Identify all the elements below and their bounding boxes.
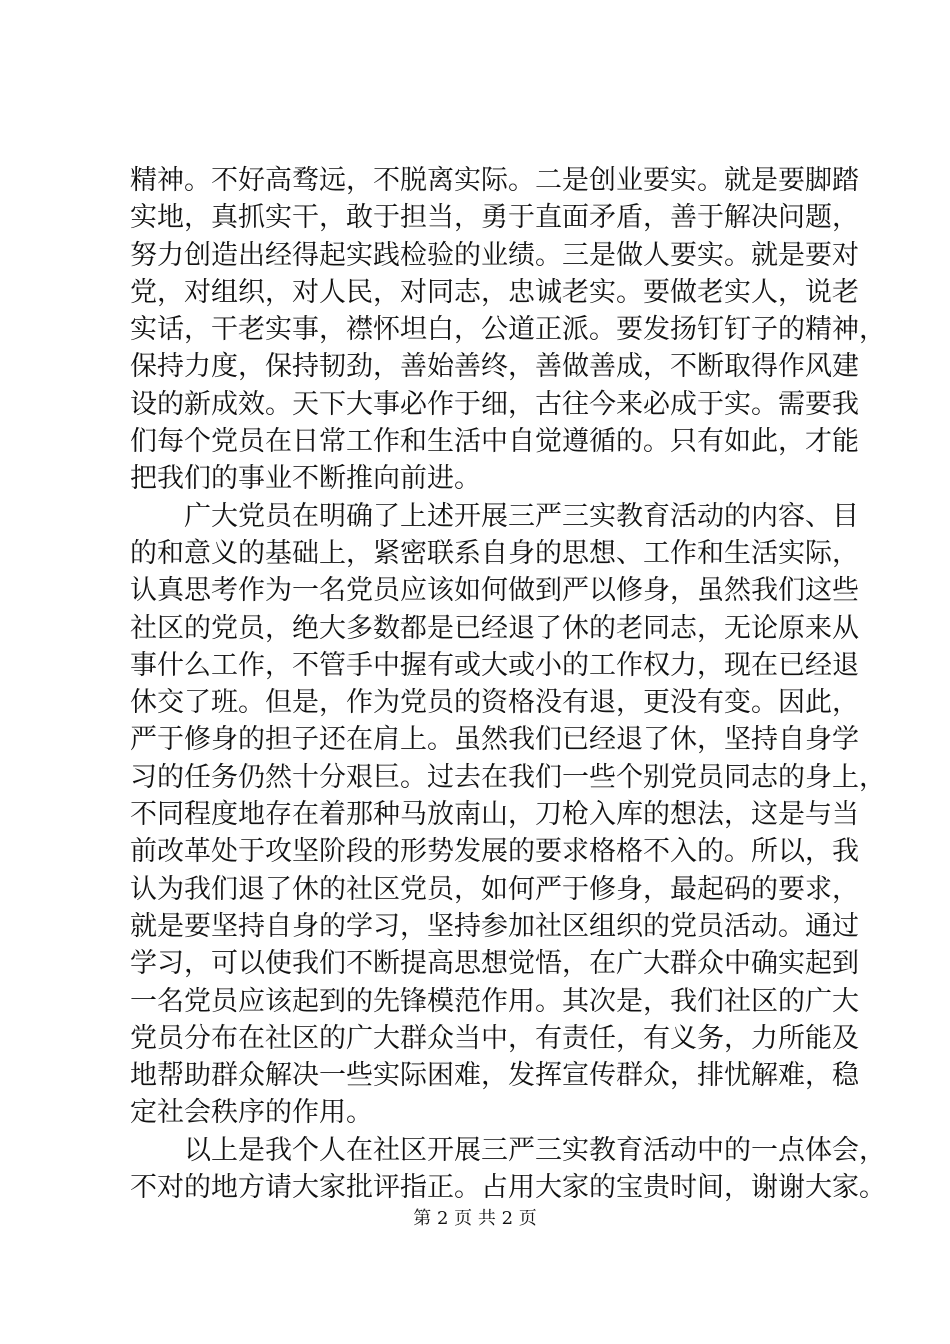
text-line: 设的新成效。天下大事必作于细，古往今来必成于实。需要我 (130, 388, 859, 420)
document-body (130, 162, 886, 1206)
text-line: 党，对组织，对人民，对同志，忠诚老实。要做老实人，说老 (130, 276, 859, 308)
text-line: 学习，可以使我们不断提高思想觉悟，在广大群众中确实起到 (130, 948, 859, 980)
text-line: 认为我们退了休的社区党员，如何严于修身，最起码的要求， (130, 873, 859, 905)
text-line: 把我们的事业不断推向前进。 (130, 463, 481, 495)
text-line: 努力创造出经得起实践检验的业绩。三是做人要实。就是要对 (130, 239, 859, 271)
text-line: 实话，干老实事，襟怀坦白，公道正派。要发扬钉钉子的精神， (130, 314, 886, 346)
text-line: 不同程度地存在着那种马放南山，刀枪入库的想法，这是与当 (130, 799, 859, 831)
text-line: 前改革处于攻坚阶段的形势发展的要求格格不入的。所以，我 (130, 836, 859, 868)
text-line: 们每个党员在日常工作和生活中自觉遵循的。只有如此，才能 (130, 426, 859, 458)
text-line: 以上是我个人在社区开展三严三实教育活动中的一点体会， (184, 1134, 886, 1166)
text-line: 广大党员在明确了上述开展三严三实教育活动的内容、目 (184, 500, 859, 532)
text-line: 事什么工作，不管手中握有或大或小的工作权力，现在已经退 (130, 649, 859, 681)
text-line: 实地，真抓实干，敢于担当，勇于直面矛盾，善于解决问题， (130, 202, 859, 234)
text-line: 不对的地方请大家批评指正。占用大家的宝贵时间，谢谢大家。 (130, 1172, 886, 1204)
text-line: 社区的党员，绝大多数都是已经退了休的老同志，无论原来从 (130, 612, 859, 644)
text-line: 的和意义的基础上，紧密联系自身的思想、工作和生活实际， (130, 537, 859, 569)
text-line: 地帮助群众解决一些实际困难，发挥宣传群众，排忧解难，稳 (130, 1060, 859, 1092)
text-line: 一名党员应该起到的先锋模范作用。其次是，我们社区的广大 (130, 985, 859, 1017)
text-line: 严于修身的担子还在肩上。虽然我们已经退了休，坚持自身学 (130, 724, 859, 756)
text-line: 休交了班。但是，作为党员的资格没有退，更没有变。因此， (130, 687, 859, 719)
text-line: 保持力度，保持韧劲，善始善终，善做善成，不断取得作风建 (130, 351, 859, 383)
page-footer: 第 2 页 共 2 页 (413, 1208, 537, 1229)
text-line: 定社会秩序的作用。 (130, 1097, 373, 1129)
text-line: 习的任务仍然十分艰巨。过去在我们一些个别党员同志的身上， (130, 761, 886, 793)
text-line: 认真思考作为一名党员应该如何做到严以修身，虽然我们这些 (130, 575, 859, 607)
text-line: 就是要坚持自身的学习，坚持参加社区组织的党员活动。通过 (130, 910, 859, 942)
text-line: 精神。不好高骛远，不脱离实际。二是创业要实。就是要脚踏 (130, 165, 859, 196)
text-line: 党员分布在社区的广大群众当中，有责任，有义务，力所能及 (130, 1022, 859, 1054)
